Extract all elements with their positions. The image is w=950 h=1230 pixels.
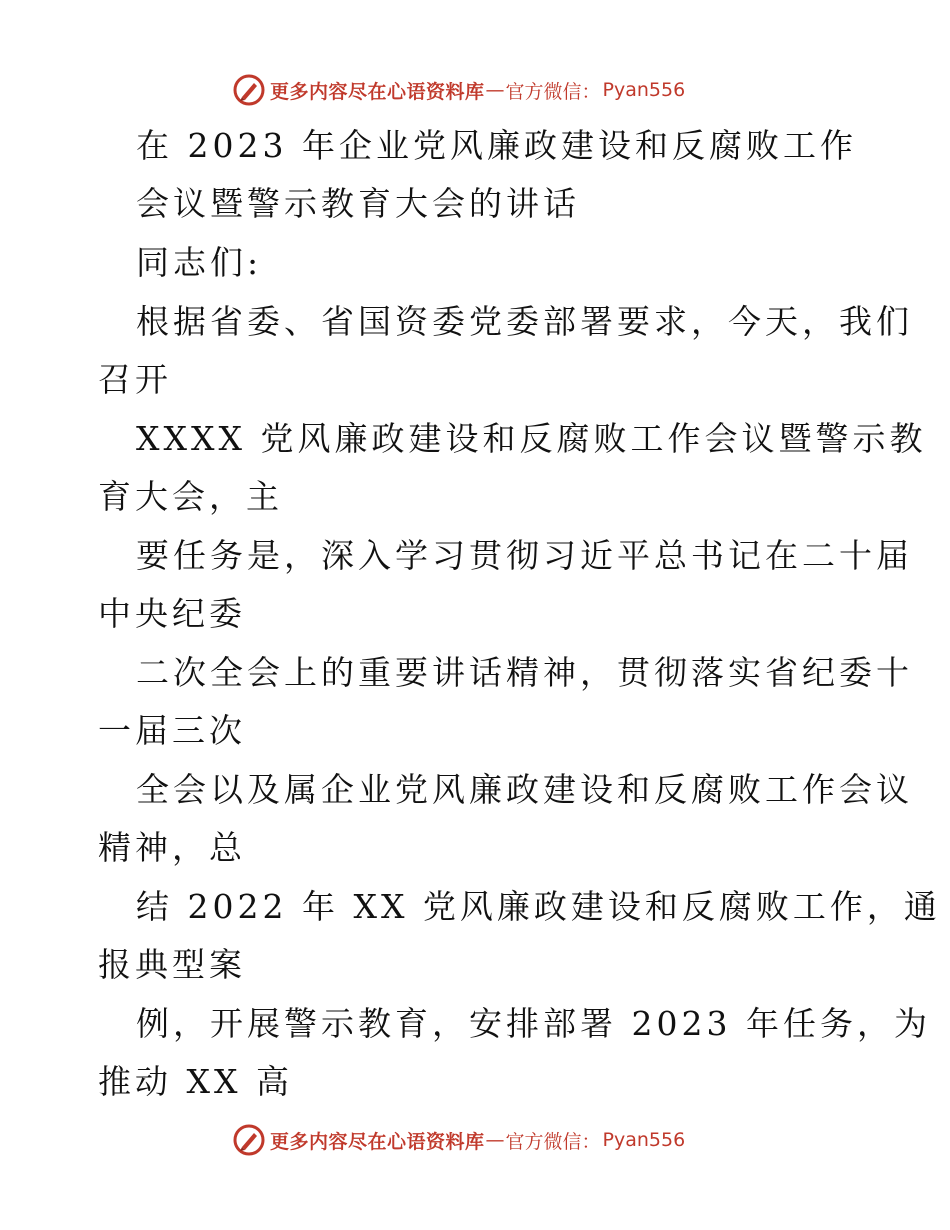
paragraph-line: 召开 (98, 360, 172, 399)
footer-watermark (232, 1122, 685, 1158)
paragraph-line: 育大会，主 (98, 477, 283, 516)
title-line-1: 在 2023 年企业党风廉政建设和反腐败工作 (136, 126, 857, 165)
paragraph-line: 精神，总 (98, 828, 246, 867)
watermark-wechat-label: 官方微信： (505, 80, 601, 103)
paragraph-line: 根据省委、省国资委党委部署要求，今天，我们 (136, 302, 913, 341)
paragraph-line: 推动 XX 高 (98, 1062, 293, 1101)
paragraph-line: 报典型案 (98, 945, 246, 984)
paragraph-line: 一届三次 (98, 711, 246, 750)
paragraph-line: 例，开展警示教育，安排部署 2023 年任务，为 (136, 1004, 931, 1043)
watermark-wechat-id: Pyan556 (602, 1129, 686, 1151)
watermark-wechat-id: Pyan556 (602, 79, 686, 101)
header-watermark (232, 72, 685, 108)
watermark-wechat-label: 官方微信： (505, 1130, 601, 1153)
salutation: 同志们: (136, 243, 263, 282)
title-line-2: 会议暨警示教育大会的讲话 (136, 184, 580, 223)
paragraph-line: 结 2022 年 XX 党风廉政建设和反腐败工作，通 (136, 887, 941, 926)
paragraph-line: 全会以及属企业党风廉政建设和反腐败工作会议 (136, 770, 913, 809)
paragraph-line: 要任务是，深入学习贯彻习近平总书记在二十届 (136, 536, 913, 575)
paragraph-line: 中央纪委 (98, 594, 246, 633)
paragraph-line: 二次全会上的重要讲话精神，贯彻落实省纪委十 (136, 653, 913, 692)
watermark-title: 更多内容尽在心语资料库 (270, 80, 485, 103)
pen-logo-icon (232, 73, 266, 107)
watermark-title: 更多内容尽在心语资料库 (270, 1130, 485, 1153)
pen-logo-icon (232, 1123, 266, 1157)
watermark-dash: — (485, 79, 505, 101)
watermark-dash: — (485, 1129, 505, 1151)
paragraph-line: XXXX 党风廉政建设和反腐败工作会议暨警示教 (136, 419, 927, 458)
